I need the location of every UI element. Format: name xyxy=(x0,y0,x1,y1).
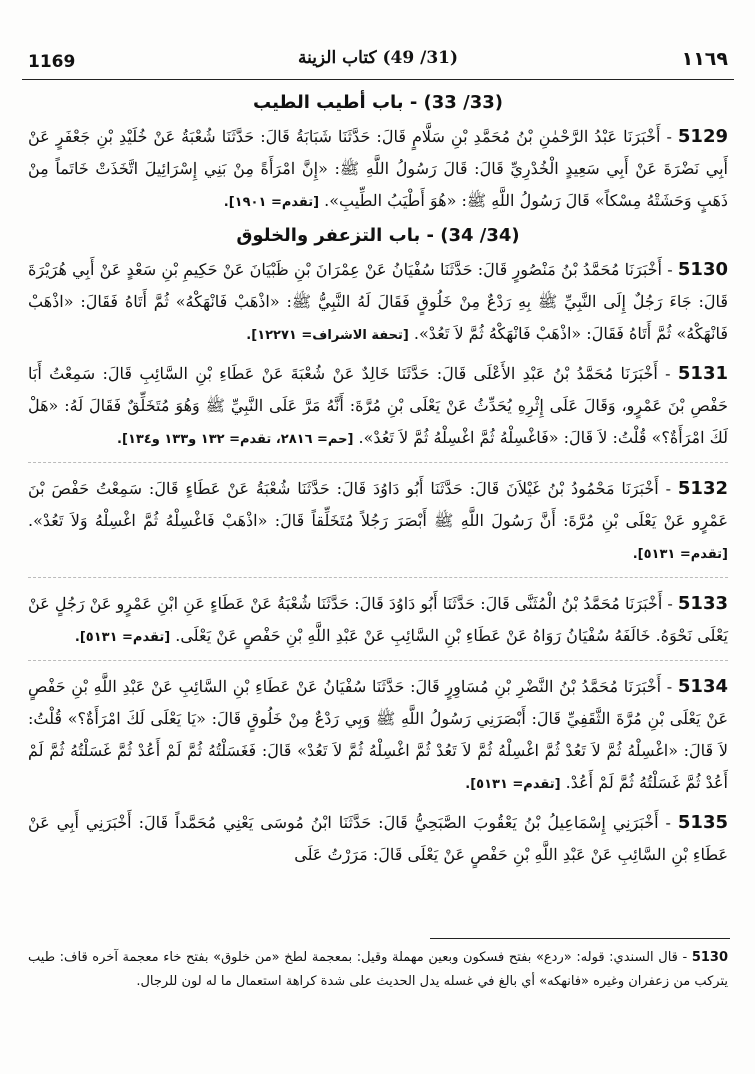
header-rule xyxy=(22,79,734,80)
hadith-number: 5131 xyxy=(677,363,728,384)
hadith-number: 5135 xyxy=(677,812,729,833)
hadith-5135 xyxy=(28,807,728,871)
hadith-5134 xyxy=(28,671,728,801)
chapter-heading-33: (33/ 33) - باب أطيب الطيب xyxy=(253,92,503,113)
hadith-5132 xyxy=(28,473,728,571)
hadith-text: - أَخْبَرَنَا مُحَمَّدُ بْنُ الْمُثَنَّى قَالَ: حَدَّثَنَا أَبُو دَاوُدَ قَالَ: حَدَّثَنَا شُعْبَةُ عَنْ عَطَاءٍ عَنِ ابْنِ عَمْرٍو عَنْ رَجُلٍ عَنْ يَعْلَى نَحْوَهُ. خَالَفَهُ سُفْيَانُ رَوَاهُ عَنْ عَطَاءِ بْنِ السَّائِبِ عَنْ عَبْدِ اللَّهِ بْنِ حَفْصٍ عَنْ يَعْلَى. xyxy=(28,594,728,645)
page-number-arabic: ١١٦٩ xyxy=(681,48,728,70)
hadith-reference: [تقدم= ٥١٣١]. xyxy=(465,777,561,792)
hadith-number: 5130 xyxy=(677,259,728,280)
footnote-text: - قال السندي: قوله: «ردع» بفتح فسكون وبعين مهملة وقيل: بمعجمة لطخ «من خلوق» بفتح خاء معجمة آخره قاف: طيب يتركب من زعفران وغيره «فانهكه» أي بالغ في غسله يدل الحديث على شدة كراهة استعمال ما له لون للرجال. xyxy=(28,950,728,989)
hadith-reference: [تحفة الاشراف= ١٢٢٧١]. xyxy=(246,328,409,343)
hadith-number: 5129 xyxy=(677,126,728,147)
hadith-5133 xyxy=(28,588,728,654)
hadith-reference: [تقدم= ١٩٠١]. xyxy=(223,195,320,210)
hadith-number: 5132 xyxy=(677,478,729,499)
dashed-separator xyxy=(28,660,728,661)
footnote-number: 5130 xyxy=(691,950,728,965)
page-header xyxy=(22,48,734,76)
hadith-text: - أَخْبَرَنَا عَبْدُ الرَّحْمٰنِ بْنُ مُحَمَّدِ بْنِ سَلَّامٍ قَالَ: حَدَّثَنَا شَبَابَةُ قَالَ: حَدَّثَنَا شُعْبَةُ عَنْ خُلَيْدِ بْنِ جَعْفَرٍ عَنْ أَبِي نَضْرَةَ عَنْ أَبِي سَعِيدٍ الْخُدْرِيِّ قَالَ: قَالَ رَسُولُ اللَّهِ ﷺ: «إِنَّ امْرَأَةً مِنْ بَنِي إِسْرَائِيلَ اتَّخَذَتْ خَاتَماً مِنْ ذَهَبٍ وَحَشَتْهُ مِسْكاً» قَالَ رَسُولُ اللَّهِ ﷺ: «هُوَ أَطْيَبُ الطِّيبِ». xyxy=(28,127,728,210)
hadith-text: - أَخْبَرَنَا مُحَمَّدُ بْنُ عَبْدِ الأَعْلَى قَالَ: حَدَّثَنَا خَالِدٌ عَنْ شُعْبَةَ عَنْ عَطَاءِ بْنِ السَّائِبِ قَالَ: سَمِعْتُ أَبَا حَفْصِ بْنَ عَمْرٍو، وَقَالَ عَلَى إِثْرِهِ يُحَدِّثُ عَنْ يَعْلَى بْنِ مُرَّةَ: أَنَّهُ مَرَّ عَلَى النَّبِيِّ ﷺ وَهُوَ مُتَخَلِّقٌ فَقَالَ لَهُ: «هَلْ لَكَ امْرَأَةٌ؟» قُلْتُ: لاَ قَالَ: «فَاغْسِلْهُ ثُمَّ اغْسِلْهُ ثُمَّ لاَ تَعُدْ». xyxy=(28,364,728,447)
hadith-text: - أَخْبَرَنِي إِسْمَاعِيلُ بْنُ يَعْقُوبَ الصَّبَحِيُّ قَالَ: حَدَّثَنَا ابْنُ مُوسَى يَعْنِي مُحَمَّداً قَالَ: أَخْبَرَنِي أَبِي عَنْ عَطَاءِ بْنِ السَّائِبِ عَنْ عَبْدِ اللَّهِ بْنِ حَفْصٍ عَنْ يَعْلَى قَالَ: مَرَرْتُ عَلَى xyxy=(28,813,728,864)
hadith-reference: [تقدم= ٥١٣١]. xyxy=(74,630,171,645)
page-body xyxy=(28,86,728,877)
footnote-rule xyxy=(430,938,730,939)
hadith-reference: [حم= ٢٨١٦، تقدم= ١٣٢ و١٣٣ و١٣٤]. xyxy=(117,432,354,447)
hadith-text: - أَخْبَرَنَا مَحْمُودُ بْنُ غَيْلاَنَ قَالَ: حَدَّثَنَا أَبُو دَاوُدَ قَالَ: حَدَّثَنَا شُعْبَةُ عَنْ عَطَاءٍ قَالَ: سَمِعْتُ حَفْصَ بْنَ عَمْرٍو عَنْ يَعْلَى بْنِ مُرَّةَ: أَنَّ رَسُولَ اللَّهِ ﷺ أَبْصَرَ رَجُلاً مُتَخَلِّقاً قَالَ: «اذْهَبْ فَاغْسِلْهُ ثُمَّ اغْسِلْهُ وَلاَ تَعُدْ». xyxy=(28,479,728,530)
hadith-text: - أَخْبَرَنَا مُحَمَّدُ بْنُ النَّضْرِ بْنِ مُسَاوِرٍ قَالَ: حَدَّثَنَا سُفْيَانُ عَنْ عَطَاءِ بْنِ السَّائِبِ عَنْ عَبْدِ اللَّهِ بْنِ حَفْصٍ عَنْ يَعْلَى بْنِ مُرَّةَ الثَّقَفِيِّ قَالَ: أَبْصَرَنِي رَسُولُ اللَّهِ ﷺ وَبِي رَدْعٌ مِنْ خَلُوقٍ قَالَ: «يَا يَعْلَى لَكَ امْرَأَةٌ؟» قُلْتُ: لاَ قَالَ: «اغْسِلْهُ ثُمَّ لاَ تَعُدْ ثُمَّ اغْسِلْهُ ثُمَّ لاَ تَعُدْ ثُمَّ اغْسِلْهُ ثُمَّ لاَ تَعُدْ» قَالَ: فَغَسَلْتُهُ ثُمَّ لَمْ أَعُدْ ثُمَّ غَسَلْتُهُ ثُمَّ لَمْ أَعُدْ ثُمَّ غَسَلْتُهُ ثُمَّ لَمْ أَعُدْ. xyxy=(28,677,728,792)
hadith-5131 xyxy=(28,358,728,456)
dashed-separator xyxy=(28,577,728,578)
hadith-text: - أَخْبَرَنَا مُحَمَّدُ بْنُ مَنْصُورٍ قَالَ: حَدَّثَنَا سُفْيَانُ عَنْ عِمْرَانَ بْنِ ظَبْيَانَ عَنْ حَكِيمِ بْنِ سَعْدٍ عَنْ أَبِي هُرَيْرَةَ قَالَ: جَاءَ رَجُلٌ إِلَى النَّبِيِّ ﷺ بِهِ رَدْعٌ مِنْ خَلُوقٍ فَقَالَ لَهُ النَّبِيُّ ﷺ: «اذْهَبْ فَانْهَكْهُ» ثُمَّ أَتَاهُ فَقَالَ: «اذْهَبْ فَانْهَكْهُ» ثُمَّ أَتَاهُ فَقَالَ: «اذْهَبْ فَانْهَكْهُ ثُمَّ لاَ تَعُدْ». xyxy=(28,260,728,343)
running-title: (31/ 49) كتاب الزينة xyxy=(297,48,459,68)
footnote xyxy=(28,946,728,994)
hadith-5129 xyxy=(28,121,728,219)
page-number-latin: 1169 xyxy=(28,52,76,72)
hadith-reference: [تقدم= ٥١٣١]. xyxy=(632,547,728,562)
hadith-number: 5134 xyxy=(677,676,728,697)
hadith-number: 5133 xyxy=(677,593,728,614)
dashed-separator xyxy=(28,462,728,463)
chapter-heading-34: (34/ 34) - باب التزعفر والخلوق xyxy=(236,225,520,246)
hadith-5130 xyxy=(28,254,728,352)
